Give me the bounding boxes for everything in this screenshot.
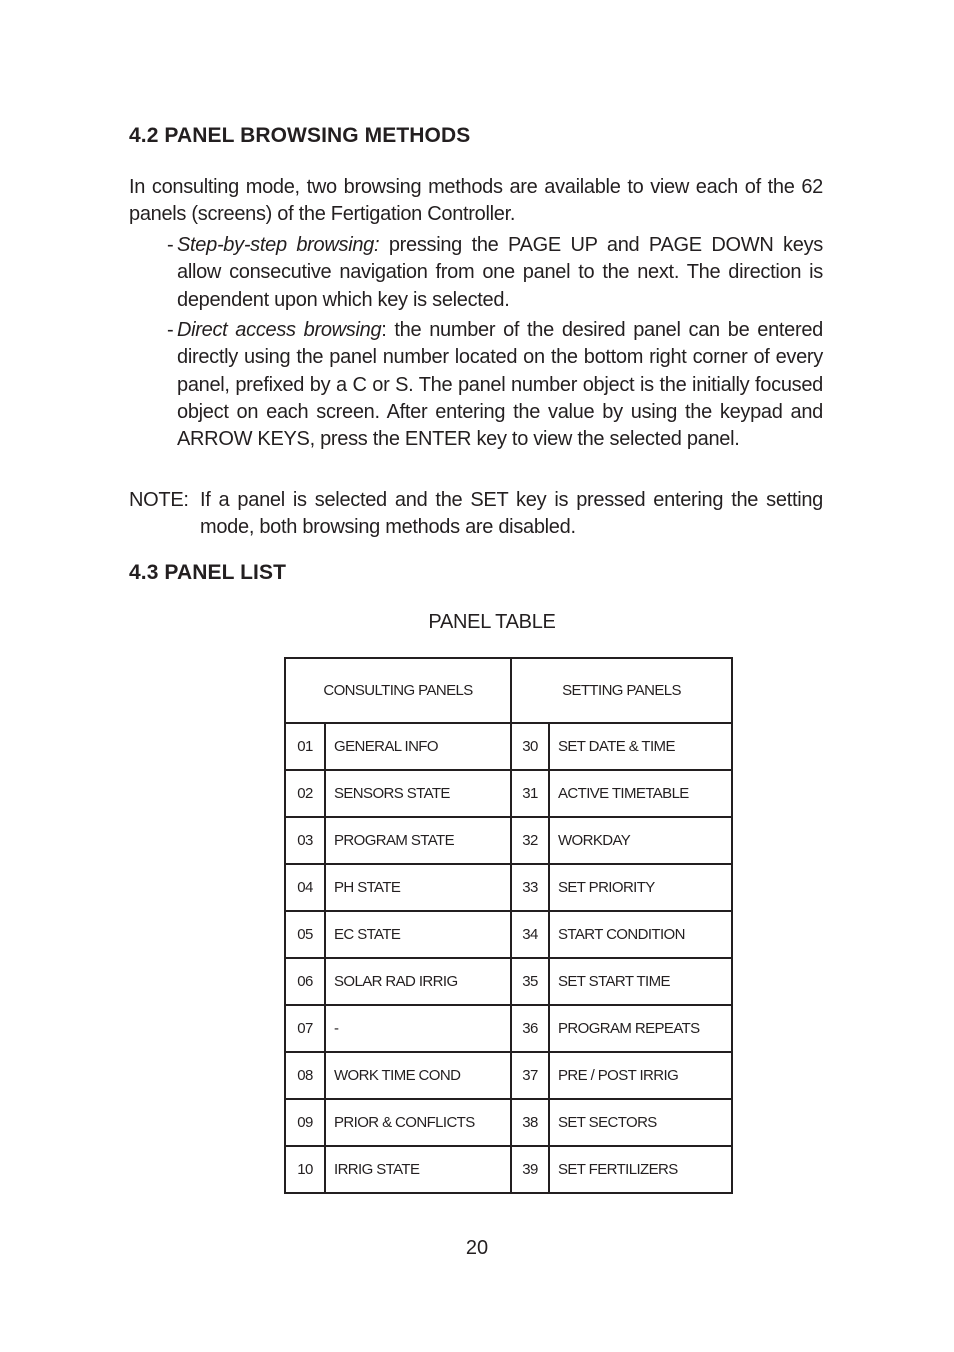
setting-panel-name: SET PRIORITY: [549, 864, 732, 911]
setting-panel-name: SET SECTORS: [549, 1099, 732, 1146]
bullet-direct-access: [167, 317, 824, 453]
setting-panel-number: 37: [511, 1052, 549, 1099]
setting-panel-name: START CONDITION: [549, 911, 732, 958]
consulting-panel-name: EC STATE: [325, 911, 511, 958]
section-heading-panel-browsing: 4.2 PANEL BROWSING METHODS: [129, 124, 471, 147]
table-row: [285, 958, 732, 1005]
consulting-panel-name: PH STATE: [325, 864, 511, 911]
intro-paragraph: In consulting mode, two browsing methods are available to view each of the 62 panels (screens) of the Fertigation Controller.: [129, 176, 823, 225]
page-number: 20: [465, 1237, 489, 1259]
note-paragraph: [129, 487, 823, 541]
setting-panel-name: SET DATE & TIME: [549, 723, 732, 770]
consulting-panel-name: WORK TIME COND: [325, 1052, 511, 1099]
consulting-panel-name: SENSORS STATE: [325, 770, 511, 817]
setting-panel-name: PRE / POST IRRIG: [549, 1052, 732, 1099]
note-text: If a panel is selected and the SET key is pressed entering the setting mode, both browsing methods are disabled.: [200, 489, 823, 538]
bullet-text: pressing the PAGE UP and PAGE DOWN keys allow consecutive navigation from one panel to the next. The direction is dependent upon which key is selected.: [177, 234, 823, 311]
header-consulting-panels: CONSULTING PANELS: [285, 658, 511, 723]
setting-panel-number: 30: [511, 723, 549, 770]
consulting-panel-name: IRRIG STATE: [325, 1146, 511, 1193]
setting-panel-name: ACTIVE TIMETABLE: [549, 770, 732, 817]
consulting-panel-number: 04: [285, 864, 325, 911]
consulting-panel-number: 03: [285, 817, 325, 864]
bullet-term: Step-by-step browsing:: [177, 234, 380, 256]
panel-table: [284, 657, 733, 1194]
header-setting-panels: SETTING PANELS: [511, 658, 732, 723]
setting-panel-number: 35: [511, 958, 549, 1005]
setting-panel-number: 32: [511, 817, 549, 864]
consulting-panel-number: 05: [285, 911, 325, 958]
setting-panel-name: SET FERTILIZERS: [549, 1146, 732, 1193]
setting-panel-number: 39: [511, 1146, 549, 1193]
table-row: [285, 770, 732, 817]
table-row: [285, 1005, 732, 1052]
table-row: [285, 1052, 732, 1099]
section-heading-panel-list: 4.3 PANEL LIST: [129, 561, 286, 584]
note-label: NOTE:: [129, 489, 189, 511]
setting-panel-name: PROGRAM REPEATS: [549, 1005, 732, 1052]
table-header-row: [285, 658, 732, 723]
setting-panel-name: SET START TIME: [549, 958, 732, 1005]
consulting-panel-number: 01: [285, 723, 325, 770]
consulting-panel-number: 09: [285, 1099, 325, 1146]
bullet-term: Direct access browsing: [177, 319, 382, 341]
consulting-panel-name: PROGRAM STATE: [325, 817, 511, 864]
bullet-step-by-step: [167, 232, 823, 314]
consulting-panel-number: 10: [285, 1146, 325, 1193]
bullet-text: : the number of the desired panel can be entered directly using the panel number located on the bottom right corner of every panel, prefixed by a C or S. The panel number object is the initially focused object on each screen. After entering the value by using the keypad and ARROW KEYS, press the ENTER key to view the selected panel.: [177, 319, 824, 451]
setting-panel-number: 31: [511, 770, 549, 817]
consulting-panel-name: PRIOR & CONFLICTS: [325, 1099, 511, 1146]
consulting-panel-number: 02: [285, 770, 325, 817]
consulting-panel-name: SOLAR RAD IRRIG: [325, 958, 511, 1005]
table-row: [285, 1099, 732, 1146]
consulting-panel-name: -: [325, 1005, 511, 1052]
table-row: [285, 723, 732, 770]
consulting-panel-number: 07: [285, 1005, 325, 1052]
table-row: [285, 817, 732, 864]
table-row: [285, 864, 732, 911]
bullet-dash: -: [167, 234, 174, 256]
setting-panel-name: WORKDAY: [549, 817, 732, 864]
table-title: PANEL TABLE: [428, 611, 556, 633]
table-row: [285, 1146, 732, 1193]
consulting-panel-number: 06: [285, 958, 325, 1005]
setting-panel-number: 38: [511, 1099, 549, 1146]
consulting-panel-number: 08: [285, 1052, 325, 1099]
table-row: [285, 911, 732, 958]
setting-panel-number: 33: [511, 864, 549, 911]
bullet-dash: -: [167, 319, 174, 341]
setting-panel-number: 34: [511, 911, 549, 958]
setting-panel-number: 36: [511, 1005, 549, 1052]
consulting-panel-name: GENERAL INFO: [325, 723, 511, 770]
